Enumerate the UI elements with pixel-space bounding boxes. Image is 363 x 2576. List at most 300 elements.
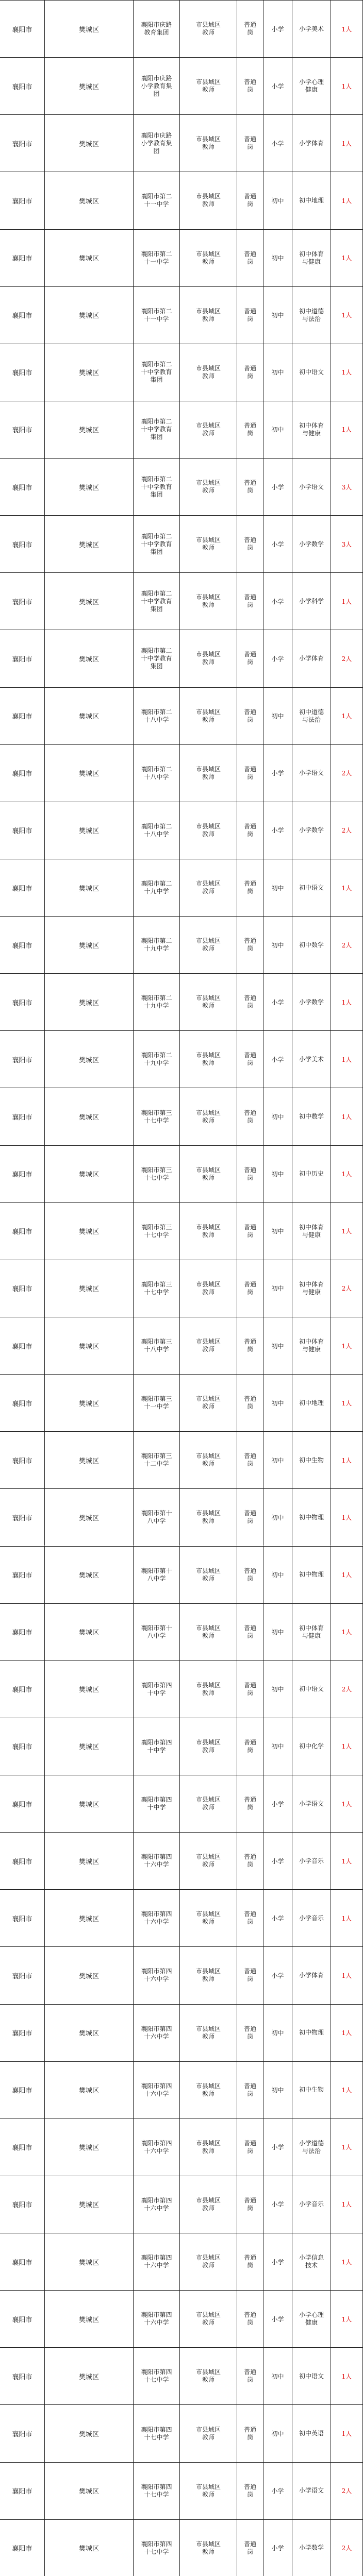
stage-cell-text: 小学: [271, 770, 284, 777]
headcount-cell-text: 1人: [341, 1629, 352, 1636]
city-cell: [0, 1203, 44, 1260]
city-cell: [0, 401, 44, 458]
school-cell-text: 襄阳市第十八中学: [141, 1510, 172, 1525]
post-type-cell: [237, 1432, 263, 1488]
post-type-cell: [237, 630, 263, 687]
subject-cell: [292, 1604, 331, 1660]
city-cell-text: 襄阳市: [12, 2259, 32, 2267]
headcount-cell: [331, 1146, 363, 1202]
recruit-type-cell: [179, 917, 237, 973]
recruit-type-cell: [179, 1775, 237, 1832]
headcount-cell-text: 1人: [341, 1113, 352, 1121]
school-cell: [133, 1, 179, 57]
city-cell: [0, 2291, 44, 2347]
stage-cell-text: 初中: [271, 1399, 284, 1407]
recruit-type-cell-text: 市县域区教师: [195, 2483, 221, 2498]
school-cell-text: 襄阳市第三十七中学: [141, 1280, 172, 1296]
school-cell-text: 襄阳市第二十中学教育集团: [141, 532, 172, 555]
city-cell: [0, 115, 44, 172]
post-type-cell-text: 普通岗: [243, 1853, 256, 1869]
post-type-cell-text: 普通岗: [243, 994, 256, 1010]
recruit-type-cell-text: 市县域区教师: [195, 307, 221, 323]
table-row: [0, 286, 363, 344]
subject-cell: [292, 2176, 331, 2233]
district-cell-text: 樊城区: [78, 1343, 99, 1351]
headcount-cell: [331, 1775, 363, 1832]
stage-cell-text: 小学: [271, 82, 284, 90]
headcount-cell: [331, 2176, 363, 2233]
city-cell: [0, 459, 44, 515]
stage-cell: [263, 917, 292, 973]
subject-cell: [292, 1146, 331, 1202]
subject-cell: [292, 1203, 331, 1260]
recruit-type-cell-text: 市县域区教师: [195, 1280, 221, 1296]
stage-cell: [263, 1, 292, 57]
recruit-type-cell-text: 市县域区教师: [195, 1681, 221, 1697]
school-cell: [133, 1031, 179, 1088]
city-cell-text: 襄阳市: [12, 1514, 32, 1522]
city-cell: [0, 2062, 44, 2119]
subject-cell-text: 小学道德与法治: [299, 2139, 324, 2155]
stage-cell: [263, 802, 292, 859]
school-cell-text: 襄阳市第二十九中学: [141, 880, 172, 895]
headcount-cell: [331, 2119, 363, 2176]
district-cell: [44, 1833, 133, 1889]
subject-cell-text: 小学语文: [299, 769, 324, 777]
post-type-cell: [237, 1718, 263, 1775]
city-cell: [0, 1604, 44, 1660]
post-type-cell: [237, 1, 263, 57]
headcount-cell: [331, 1203, 363, 1260]
city-cell-text: 襄阳市: [12, 1056, 32, 1064]
recruit-type-cell: [179, 2463, 237, 2519]
school-cell: [133, 2520, 179, 2576]
subject-cell: [292, 1718, 331, 1775]
recruit-type-cell-text: 市县域区教师: [195, 1166, 221, 1181]
post-type-cell-text: 普通岗: [243, 364, 256, 380]
school-cell-text: 襄阳市第二十九中学: [141, 937, 172, 953]
table-row: [0, 1660, 363, 1718]
subject-cell-text: 初中道德与法治: [299, 307, 324, 323]
district-cell-text: 樊城区: [78, 885, 99, 893]
school-cell: [133, 230, 179, 286]
school-cell-text: 襄阳市第四十中学: [141, 1738, 172, 1754]
headcount-cell: [331, 172, 363, 229]
recruit-type-cell-text: 市县域区教师: [195, 2368, 221, 2384]
recruit-type-cell-text: 市县域区教师: [195, 1567, 221, 1582]
school-cell: [133, 1375, 179, 1431]
district-cell-text: 樊城区: [78, 484, 99, 492]
post-type-cell: [237, 1317, 263, 1374]
district-cell: [44, 2291, 133, 2347]
subject-cell-text: 小学语文: [299, 483, 324, 490]
post-type-cell-text: 普通岗: [243, 1738, 256, 1754]
post-type-cell-text: 普通岗: [243, 536, 256, 552]
city-cell: [0, 917, 44, 973]
district-cell: [44, 1260, 133, 1317]
headcount-cell: [331, 630, 363, 687]
recruit-type-cell-text: 市县域区教师: [195, 193, 221, 208]
district-cell-text: 樊城区: [78, 770, 99, 778]
subject-cell-text: 初中物理: [299, 2029, 324, 2037]
city-cell: [0, 1260, 44, 1317]
table-row: [0, 630, 363, 687]
city-cell: [0, 1661, 44, 1718]
city-cell: [0, 516, 44, 572]
recruit-type-cell: [179, 1833, 237, 1889]
stage-cell: [263, 230, 292, 286]
subject-cell-text: 小学音乐: [299, 1857, 324, 1865]
post-type-cell-text: 普通岗: [243, 1567, 256, 1582]
stage-cell: [263, 1547, 292, 1603]
subject-cell: [292, 1375, 331, 1431]
district-cell: [44, 1088, 133, 1145]
city-cell-text: 襄阳市: [12, 713, 32, 721]
city-cell: [0, 1432, 44, 1488]
recruit-type-cell: [179, 1203, 237, 1260]
table-row: [0, 2004, 363, 2061]
city-cell: [0, 1031, 44, 1088]
city-cell-text: 襄阳市: [12, 2030, 32, 2038]
school-cell: [133, 2463, 179, 2519]
district-cell: [44, 172, 133, 229]
school-cell-text: 襄阳市第四十六中学: [141, 2082, 172, 2097]
headcount-cell: [331, 1718, 363, 1775]
post-type-cell: [237, 974, 263, 1030]
district-cell-text: 樊城区: [78, 827, 99, 836]
district-cell: [44, 115, 133, 172]
stage-cell-text: 初中: [271, 1629, 284, 1636]
district-cell: [44, 2062, 133, 2119]
headcount-cell-text: 1人: [341, 1228, 352, 1235]
headcount-cell: [331, 344, 363, 401]
city-cell-text: 襄阳市: [12, 2144, 32, 2153]
city-cell-text: 襄阳市: [12, 1858, 32, 1866]
district-cell: [44, 2005, 133, 2061]
city-cell: [0, 974, 44, 1030]
city-cell-text: 襄阳市: [12, 2431, 32, 2438]
school-cell-text: 襄阳市第二十中学教育集团: [141, 361, 172, 384]
school-cell: [133, 2005, 179, 2061]
subject-cell: [292, 688, 331, 744]
district-cell: [44, 516, 133, 572]
recruit-type-cell-text: 市县域区教师: [195, 765, 221, 781]
headcount-cell-text: 1人: [341, 1857, 352, 1865]
table-row: [0, 572, 363, 630]
school-cell: [133, 401, 179, 458]
post-type-cell: [237, 2405, 263, 2462]
recruit-type-cell-text: 市县域区教师: [195, 1395, 221, 1411]
city-cell: [0, 1146, 44, 1202]
table-row: [0, 2519, 363, 2576]
school-cell-text: 襄阳市第二十九中学: [141, 1052, 172, 1067]
subject-cell-text: 初中物理: [299, 1513, 324, 1521]
headcount-cell-text: 1人: [341, 2201, 352, 2209]
city-cell: [0, 1833, 44, 1889]
stage-cell: [263, 1317, 292, 1374]
stage-cell-text: 初中: [271, 1456, 284, 1464]
district-cell-text: 樊城区: [78, 2488, 99, 2496]
city-cell: [0, 2176, 44, 2233]
subject-cell-text: 小学数学: [299, 826, 324, 834]
school-cell: [133, 859, 179, 916]
subject-cell: [292, 1547, 331, 1603]
table-row: [0, 1431, 363, 1488]
school-cell: [133, 1604, 179, 1660]
recruit-type-cell-text: 市县域区教师: [195, 1510, 221, 1525]
table-row: [0, 114, 363, 172]
post-type-cell-text: 普通岗: [243, 479, 256, 495]
headcount-cell: [331, 745, 363, 802]
post-type-cell-text: 普通岗: [243, 594, 256, 609]
post-type-cell: [237, 1031, 263, 1088]
post-type-cell-text: 普通岗: [243, 1624, 256, 1639]
recruit-type-cell-text: 市县域区教师: [195, 2426, 221, 2441]
subject-cell: [292, 1775, 331, 1832]
recruit-type-cell: [179, 688, 237, 744]
recruit-type-cell-text: 市县域区教师: [195, 594, 221, 609]
subject-cell-text: 小学数学: [299, 540, 324, 548]
school-cell-text: 襄阳市第四十六中学: [141, 1910, 172, 1926]
stage-cell: [263, 1031, 292, 1088]
subject-cell: [292, 1890, 331, 1946]
school-cell-text: 襄阳市第三十一中学: [141, 1395, 172, 1411]
school-cell: [133, 1833, 179, 1889]
stage-cell: [263, 2291, 292, 2347]
post-type-cell-text: 普通岗: [243, 651, 256, 666]
subject-cell-text: 初中数学: [299, 1113, 324, 1121]
district-cell: [44, 1489, 133, 1546]
table-row: [0, 916, 363, 973]
headcount-cell: [331, 2291, 363, 2347]
stage-cell: [263, 58, 292, 114]
stage-cell: [263, 1661, 292, 1718]
city-cell: [0, 287, 44, 344]
subject-cell-text: 初中化学: [299, 1742, 324, 1750]
headcount-cell-text: 1人: [341, 426, 352, 434]
city-cell-text: 襄阳市: [12, 1343, 32, 1351]
subject-cell-text: 初中语文: [299, 368, 324, 376]
district-cell: [44, 1604, 133, 1660]
headcount-cell: [331, 2233, 363, 2290]
recruit-type-cell-text: 市县域区教师: [195, 822, 221, 838]
subject-cell-text: 初中体育与健康: [299, 250, 324, 265]
district-cell: [44, 459, 133, 515]
district-cell-text: 樊城区: [78, 999, 99, 1007]
city-cell: [0, 1, 44, 57]
school-cell: [133, 2405, 179, 2462]
post-type-cell: [237, 573, 263, 630]
city-cell: [0, 1718, 44, 1775]
subject-cell: [292, 1317, 331, 1374]
stage-cell-text: 初中: [271, 1113, 284, 1121]
district-cell-text: 樊城区: [78, 26, 99, 34]
city-cell: [0, 802, 44, 859]
stage-cell-text: 小学: [271, 1056, 284, 1063]
district-cell: [44, 1718, 133, 1775]
recruit-type-cell: [179, 344, 237, 401]
school-cell-text: 襄阳市第二十八中学: [141, 822, 172, 838]
table-row: [0, 57, 363, 114]
subject-cell: [292, 172, 331, 229]
stage-cell-text: 小学: [271, 2315, 284, 2323]
school-cell: [133, 974, 179, 1030]
post-type-cell-text: 普通岗: [243, 135, 256, 151]
district-cell: [44, 1947, 133, 2004]
school-cell-text: 襄阳市第十八中学: [141, 1567, 172, 1582]
recruit-type-cell-text: 市县域区教师: [195, 1052, 221, 1067]
subject-cell-text: 初中生物: [299, 2086, 324, 2094]
headcount-cell: [331, 688, 363, 744]
headcount-cell: [331, 573, 363, 630]
post-type-cell-text: 普通岗: [243, 1338, 256, 1353]
city-cell-text: 襄阳市: [12, 369, 32, 378]
headcount-cell: [331, 2062, 363, 2119]
post-type-cell-text: 普通岗: [243, 822, 256, 838]
recruit-type-cell: [179, 1031, 237, 1088]
district-cell-text: 樊城区: [78, 598, 99, 606]
recruit-type-cell: [179, 859, 237, 916]
district-cell-text: 樊城区: [78, 1514, 99, 1522]
post-type-cell-text: 普通岗: [243, 937, 256, 953]
district-cell-text: 樊城区: [78, 427, 99, 435]
recruit-type-cell-text: 市县域区教师: [195, 1624, 221, 1639]
subject-cell-text: 初中语文: [299, 1685, 324, 1693]
district-cell-text: 樊城区: [78, 1743, 99, 1752]
headcount-cell-text: 2人: [341, 2545, 352, 2552]
headcount-cell: [331, 1547, 363, 1603]
district-cell-text: 樊城区: [78, 1915, 99, 1923]
recruit-type-cell: [179, 459, 237, 515]
headcount-cell-text: 1人: [341, 1914, 352, 1922]
school-cell: [133, 1890, 179, 1946]
stage-cell: [263, 859, 292, 916]
city-cell-text: 襄阳市: [12, 827, 32, 836]
city-cell-text: 襄阳市: [12, 1400, 32, 1408]
city-cell-text: 襄阳市: [12, 1114, 32, 1122]
school-cell: [133, 1661, 179, 1718]
district-cell: [44, 2119, 133, 2176]
post-type-cell-text: 普通岗: [243, 1223, 256, 1239]
stage-cell-text: 小学: [271, 140, 284, 147]
stage-cell: [263, 2176, 292, 2233]
school-cell: [133, 1203, 179, 1260]
post-type-cell: [237, 2176, 263, 2233]
city-cell-text: 襄阳市: [12, 770, 32, 778]
subject-cell-text: 小学心理健康: [299, 2311, 324, 2327]
post-type-cell-text: 普通岗: [243, 2254, 256, 2269]
post-type-cell: [237, 58, 263, 114]
subject-cell: [292, 230, 331, 286]
recruit-type-cell: [179, 1146, 237, 1202]
subject-cell: [292, 2119, 331, 2176]
city-cell-text: 襄阳市: [12, 2316, 32, 2324]
post-type-cell: [237, 1947, 263, 2004]
table-row: [0, 1718, 363, 1775]
district-cell-text: 樊城区: [78, 1228, 99, 1236]
table-row: [0, 1260, 363, 1317]
post-type-cell-text: 普通岗: [243, 307, 256, 323]
post-type-cell: [237, 1661, 263, 1718]
headcount-cell: [331, 2463, 363, 2519]
stage-cell: [263, 573, 292, 630]
district-cell-text: 樊城区: [78, 1629, 99, 1637]
headcount-cell: [331, 1890, 363, 1946]
subject-cell-text: 小学美术: [299, 1055, 324, 1063]
post-type-cell: [237, 1890, 263, 1946]
city-cell-text: 襄阳市: [12, 1915, 32, 1923]
stage-cell-text: 初中: [271, 713, 284, 720]
table-row: [0, 2404, 363, 2462]
subject-cell: [292, 2005, 331, 2061]
school-cell-text: 襄阳市第二十一中学: [141, 250, 172, 265]
school-cell-text: 襄阳市第四十七中学: [141, 2368, 172, 2384]
district-cell: [44, 58, 133, 114]
city-cell: [0, 745, 44, 802]
post-type-cell-text: 普通岗: [243, 1166, 256, 1181]
stage-cell-text: 初中: [271, 312, 284, 319]
district-cell-text: 樊城区: [78, 1171, 99, 1179]
district-cell-text: 樊城区: [78, 1572, 99, 1580]
district-cell-text: 樊城区: [78, 1457, 99, 1465]
recruit-type-cell: [179, 1317, 237, 1374]
post-type-cell: [237, 2348, 263, 2404]
recruit-type-cell-text: 市县域区教师: [195, 2082, 221, 2097]
recruit-type-cell-text: 市县域区教师: [195, 135, 221, 151]
stage-cell: [263, 287, 292, 344]
recruit-type-cell-text: 市县域区教师: [195, 2025, 221, 2040]
district-cell: [44, 1, 133, 57]
school-cell-text: 襄阳市第二十九中学: [141, 994, 172, 1010]
stage-cell: [263, 2233, 292, 2290]
school-cell-text: 襄阳市第二十八中学: [141, 765, 172, 781]
post-type-cell-text: 普通岗: [243, 78, 256, 94]
headcount-cell-text: 1人: [341, 82, 352, 90]
school-cell: [133, 1547, 179, 1603]
recruit-type-cell: [179, 573, 237, 630]
school-cell: [133, 1947, 179, 2004]
headcount-cell: [331, 2520, 363, 2576]
recruit-type-cell-text: 市县域区教师: [195, 421, 221, 437]
post-type-cell: [237, 2005, 263, 2061]
recruit-type-cell: [179, 630, 237, 687]
recruit-type-cell: [179, 287, 237, 344]
subject-cell: [292, 2291, 331, 2347]
headcount-cell-text: 3人: [341, 540, 352, 548]
subject-cell-text: 初中历史: [299, 1170, 324, 1178]
stage-cell-text: 初中: [271, 1285, 284, 1293]
school-cell-text: 襄阳市第四十六中学: [141, 1853, 172, 1869]
stage-cell-text: 初中: [271, 884, 284, 892]
table-row: [0, 1145, 363, 1202]
table-row: [0, 229, 363, 286]
district-cell: [44, 2233, 133, 2290]
school-cell-text: 襄阳市第四十六中学: [141, 2139, 172, 2155]
headcount-cell: [331, 2405, 363, 2462]
recruit-type-cell-text: 市县域区教师: [195, 1109, 221, 1124]
post-type-cell-text: 普通岗: [243, 421, 256, 437]
stage-cell-text: 小学: [271, 2258, 284, 2266]
school-cell: [133, 2348, 179, 2404]
district-cell: [44, 1661, 133, 1718]
subject-cell-text: 小学美术: [299, 25, 324, 32]
school-cell: [133, 2062, 179, 2119]
post-type-cell-text: 普通岗: [243, 1681, 256, 1697]
table-row: [0, 344, 363, 401]
headcount-cell-text: 1人: [341, 25, 352, 33]
headcount-cell-text: 1人: [341, 598, 352, 605]
stage-cell-text: 初中: [271, 1743, 284, 1751]
